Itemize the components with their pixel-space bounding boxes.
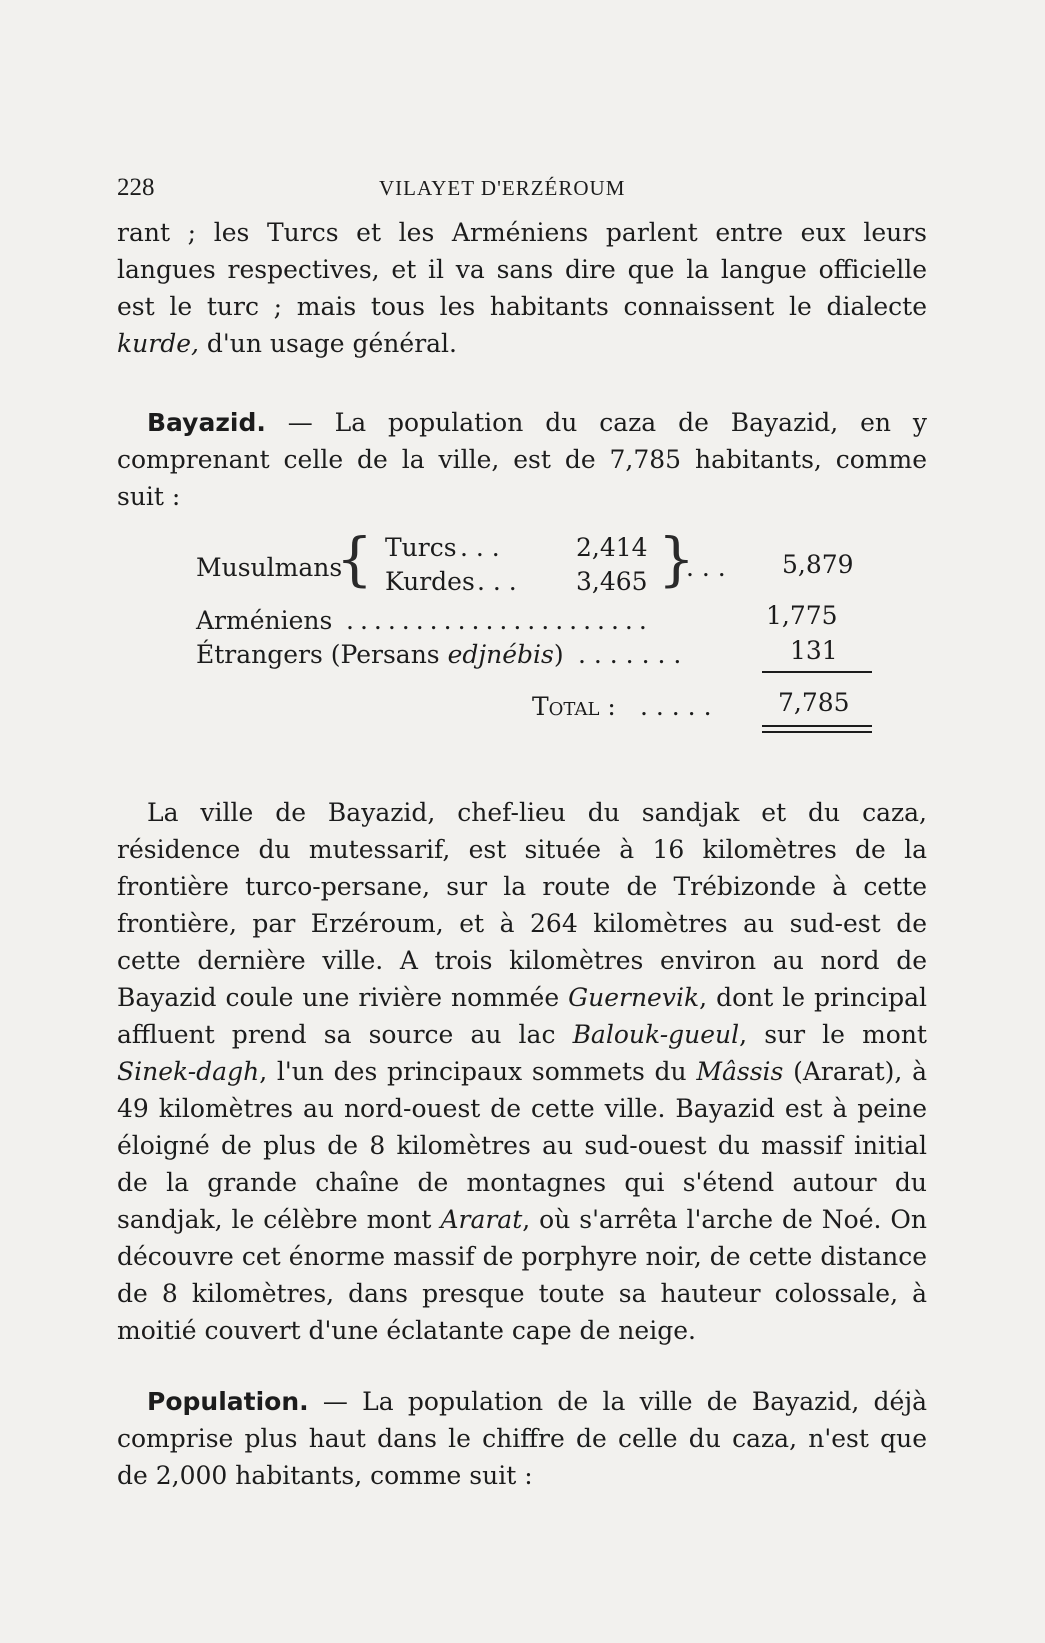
brace-right-icon: }	[658, 525, 695, 593]
term-kurde: kurde,	[117, 329, 199, 358]
section-lead-population: Population.	[147, 1387, 309, 1416]
paragraph-ville-bayazid	[117, 794, 927, 1349]
total-label: Total :	[532, 692, 616, 721]
running-title: VILAYET D'ERZÉROUM	[379, 176, 626, 200]
row-leader-armeniens: ......................	[346, 606, 653, 635]
group-leader-musulmans: . . .	[686, 553, 726, 582]
row-value-kurdes: 3,465	[576, 567, 648, 596]
total-value: 7,785	[778, 688, 850, 717]
row-value-turcs: 2,414	[576, 533, 648, 562]
paragraph-population-ville-text: Population. — La population de la ville de Bayazid, déjà comprise plus haut dans le chiffre de celle du caza, n'est que de 2,000 habitants, comme suit :	[117, 1387, 927, 1490]
total-double-rule-top	[762, 725, 872, 727]
sum-rule	[762, 671, 872, 673]
brace-left-icon: {	[336, 525, 373, 593]
section-lead-bayazid: Bayazid.	[147, 408, 266, 437]
row-leader-turcs: . . .	[460, 533, 500, 562]
group-label-musulmans: Musulmans	[196, 553, 343, 582]
paragraph-languages-text: rant ; les Turcs et les Arméniens parlent entre eux leurs langues respectives, et il va sans dire que la langue officielle est le turc ; mais tous les habitants connaissent le dialecte kurde, d'un usage général.	[117, 218, 927, 358]
term-balouk-gueul: Balouk-gueul	[572, 1020, 740, 1049]
paragraph-bayazid-caza-text: Bayazid. — La population du caza de Bayazid, en y comprenant celle de la ville, est de 7,785 habitants, comme suit :	[117, 408, 927, 511]
group-total-musulmans: 5,879	[782, 550, 854, 579]
term-edjnebis: edjnébis	[447, 640, 554, 669]
row-value-etrangers: 131	[790, 636, 838, 665]
term-guernevik: Guernevik	[568, 983, 700, 1012]
page-number: 228	[117, 174, 155, 201]
row-leader-etrangers: . . . . . . .	[578, 640, 682, 669]
row-label-turcs: Turcs	[385, 533, 457, 562]
term-massis: Mâssis	[696, 1057, 784, 1086]
page-header	[117, 174, 907, 210]
row-label-etrangers: Étrangers (Persans edjnébis)	[196, 640, 564, 669]
row-label-kurdes: Kurdes	[385, 567, 475, 596]
paragraph-bayazid-caza	[117, 404, 927, 515]
term-sinek-dagh: Sinek-dagh	[117, 1057, 260, 1086]
paragraph-population-ville	[117, 1383, 927, 1494]
paragraph-ville-bayazid-text: La ville de Bayazid, chef-lieu du sandjak et du caza, résidence du mutessarif, est située à 16 kilomètres de la frontière turco-persane, sur la route de Trébizonde à cette frontière, par Erzéroum, et à 264 kilomètres au sud-est de cette dernière ville. A trois kilomètres environ au nord de Bayazid coule une rivière nommée Guernevik, dont le principal affluent prend sa source au lac Balouk-gueul, sur le mont Sinek-dagh, l'un des principaux sommets du Mâssis (Ararat), à 49 kilomètres au nord-ouest de cette ville. Bayazid est à peine éloigné de plus de 8 kilomètres au sud-ouest du massif initial de la grande chaîne de montagnes qui s'étend autour du sandjak, le célèbre mont Ararat, où s'arrêta l'arche de Noé. On découvre cet énorme massif de porphyre noir, de cette distance de 8 kilomètres, dans presque toute sa hauteur colossale, à moitié couvert d'une éclatante cape de neige.	[117, 798, 927, 1345]
total-leader: . . . . .	[640, 692, 712, 721]
term-ararat: Ararat	[440, 1205, 523, 1234]
paragraph-languages	[117, 214, 927, 362]
row-leader-kurdes: . . .	[477, 567, 517, 596]
total-double-rule-bottom	[762, 731, 872, 733]
row-value-armeniens: 1,775	[766, 601, 838, 630]
row-label-armeniens: Arméniens	[196, 606, 333, 635]
